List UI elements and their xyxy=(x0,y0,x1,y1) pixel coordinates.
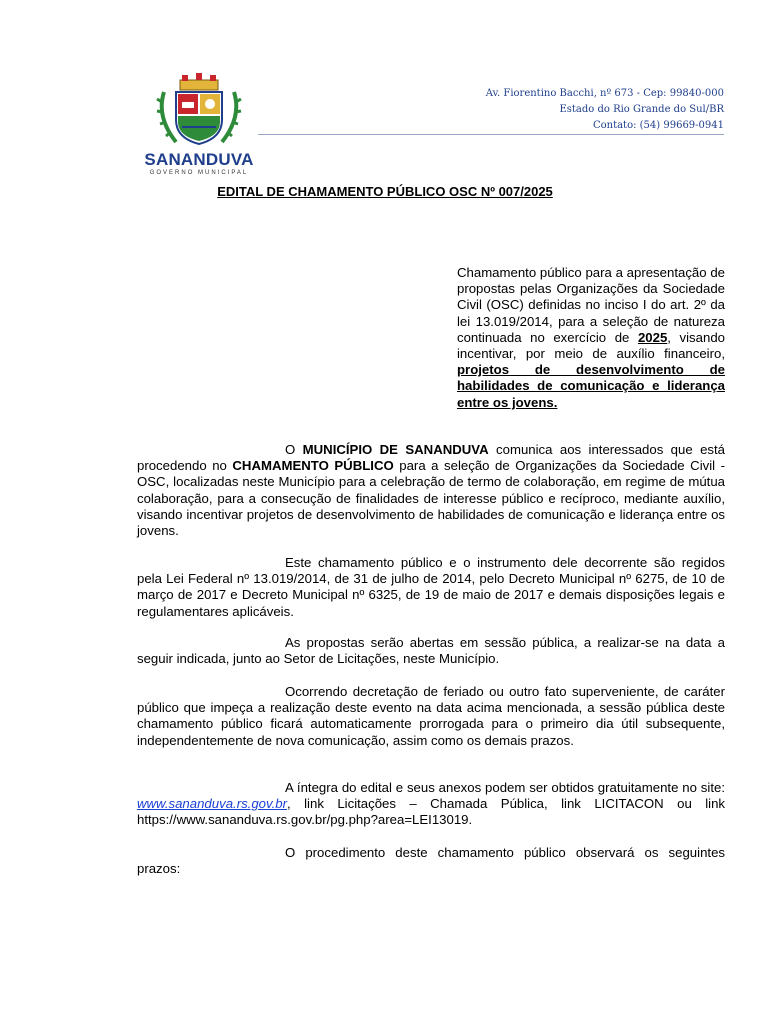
p3-text: As propostas serão abertas em sessão pública, a realizar-se na data a seguir indicada, junto ao Setor de Licitações, neste Município. xyxy=(137,635,725,667)
abstract-summary xyxy=(457,265,725,411)
logo-name: SANANDUVA xyxy=(144,150,254,169)
paragraph-deadlines xyxy=(137,845,725,877)
website-link[interactable]: www.sananduva.rs.gov.br xyxy=(137,796,288,812)
p6-text: O procedimento deste chamamento público observará os seguintes prazos: xyxy=(137,845,725,877)
abstract-year: 2025 xyxy=(637,329,668,345)
header-divider xyxy=(258,134,724,135)
paragraph-website xyxy=(137,780,725,829)
abstract-object: projetos de desenvolvimento de habilidades de comunicação e liderança entre os jovens. xyxy=(457,362,725,410)
abstract-text-2: , visando incentivar, por meio de auxílio financeiro, xyxy=(457,329,725,362)
p1-chamamento: CHAMAMENTO PÚBLICO xyxy=(232,458,394,474)
address-block xyxy=(486,86,724,134)
p5-text-b: , link Licitações – Chamada Pública, link LICITACON ou link https://www.sananduva.rs.gov.br/pg.php?area=LEI13019. xyxy=(137,796,725,828)
coat-of-arms-icon xyxy=(154,72,244,150)
p1-municipio: MUNICÍPIO DE SANANDUVA xyxy=(302,442,489,457)
p2-text: Este chamamento público e o instrumento dele decorrente são regidos pela Lei Federal nº 13.019/2014, de 31 de julho de 2014, pelo Decreto Municipal nº 6275, de 10 de março de 2017 e Decreto Municipal nº 6325, de 19 de maio de 2017 e demais disposições legais e regulamentares aplicáveis. xyxy=(137,555,725,619)
municipal-logo xyxy=(140,72,258,182)
p1-text-a: O xyxy=(285,442,303,457)
address-state: Estado do Rio Grande do Sul/BR xyxy=(559,104,724,115)
logo-subtitle: GOVERNO MUNICIPAL xyxy=(149,170,249,176)
address-street: Av. Fiorentino Bacchi, nº 673 - Cep: 99840-000 xyxy=(485,88,724,99)
paragraph-holiday xyxy=(137,684,725,749)
p1-text-c: comunica aos interessados que está procedendo no xyxy=(137,442,725,474)
paragraph-session xyxy=(137,635,725,667)
p4-text: Ocorrendo decretação de feriado ou outro fato superveniente, de caráter público que impeça a realização deste evento na data acima mencionada, a sessão pública deste chamamento público ficará automaticamente prorrogada para o primeiro dia útil subsequente, independentemente de nova comunicação, assim como os demais prazos. xyxy=(137,684,725,748)
abstract-text-1: Chamamento público para a apresentação de propostas pelas Organizações da Sociedade Civil (OSC) definidas no inciso I do art. 2º da lei 13.019/2014, para a seleção de natureza continuada no exercício de xyxy=(457,265,725,345)
p5-text-a: A íntegra do edital e seus anexos podem ser obtidos gratuitamente no site: xyxy=(285,780,725,795)
document-title: EDITAL DE CHAMAMENTO PÚBLICO OSC Nº 007/2025 xyxy=(217,184,553,199)
paragraph-legal-basis xyxy=(137,555,725,620)
address-contact: Contato: (54) 99669-0941 xyxy=(592,120,724,131)
p1-text-e: para a seleção de Organizações da Sociedade Civil - OSC, localizadas neste Município para a celebração de termo de colaboração, em regime de mútua colaboração, para a consecução de finalidades de interesse público e recíproco, mediante auxílio, visando incentivar projetos de desenvolvimento de habilidades de comunicação e liderança entre os jovens. xyxy=(137,458,726,539)
paragraph-intro xyxy=(137,442,725,539)
